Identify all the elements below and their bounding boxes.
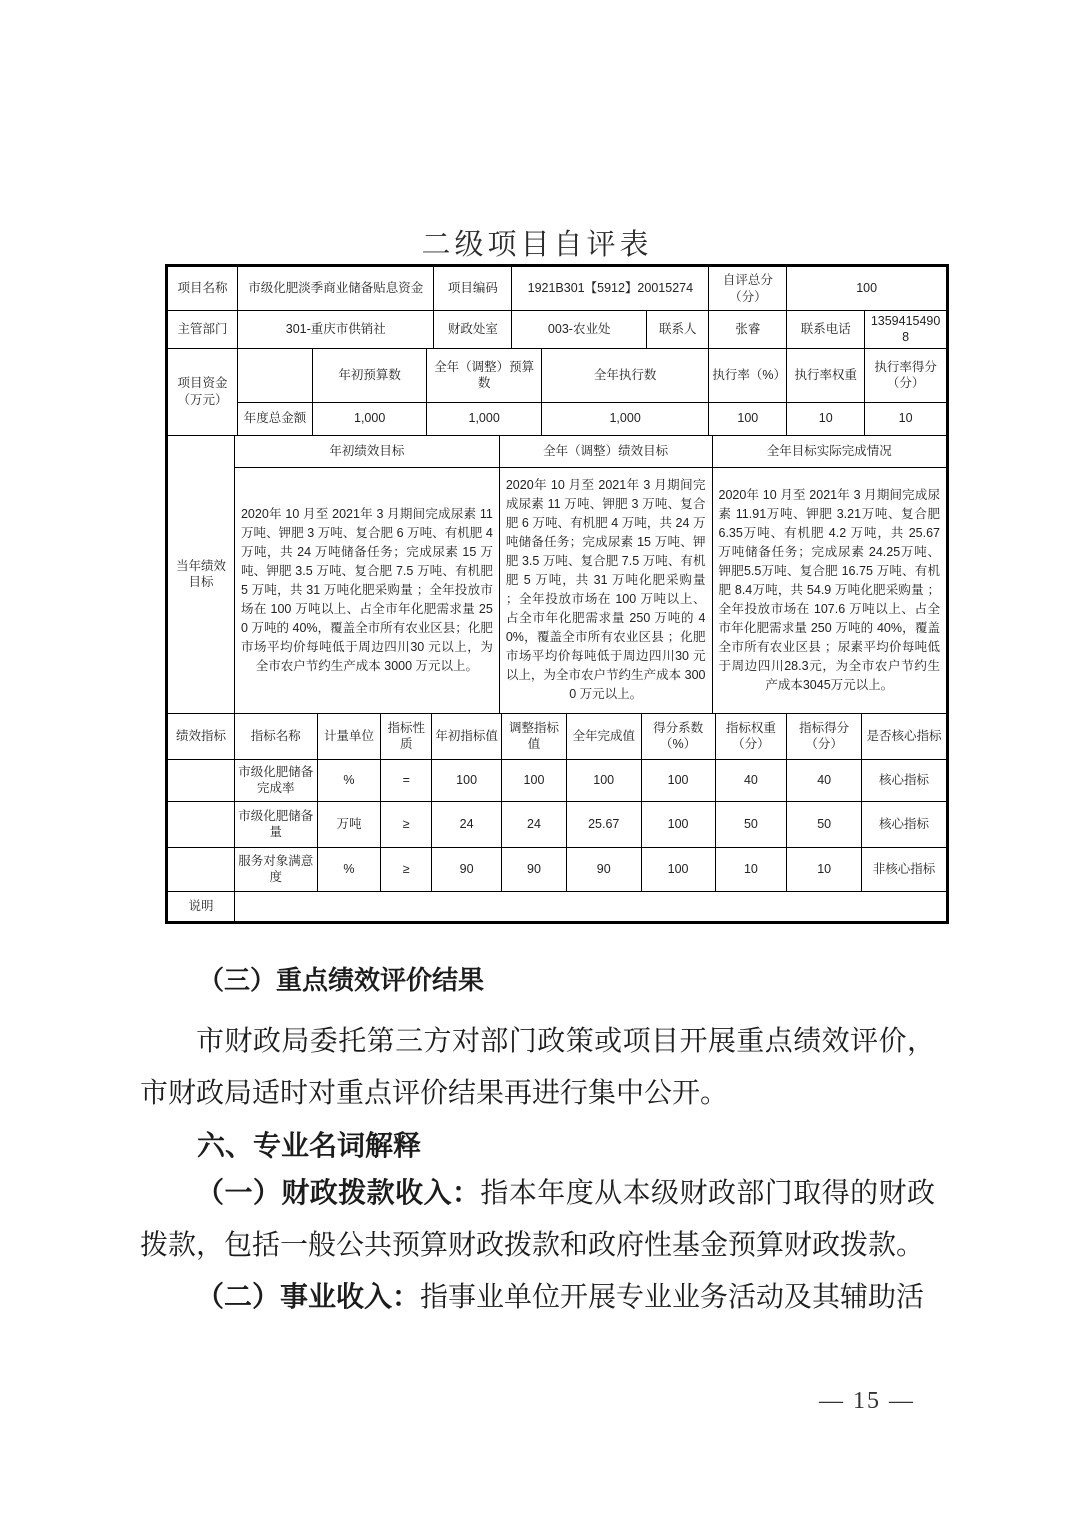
paragraph-key-evaluation: 市财政局委托第三方对部门政策或项目开展重点绩效评价，市财政局适时对重点评价结果再进行集中公开。 — [140, 1026, 935, 1109]
funds-exec-score: 10 — [865, 402, 947, 435]
project-name-value: 市级化肥淡季商业储备贴息资金 — [238, 267, 434, 311]
office-value: 003-农业处 — [512, 311, 647, 349]
indicator-header-core: 是否核心指标 — [862, 713, 947, 759]
indicator-score: 40 — [787, 759, 862, 801]
contact-label: 联系人 — [647, 311, 709, 349]
funds-initial-budget: 1,000 — [312, 402, 427, 435]
indicator-header-nature: 指标性质 — [381, 713, 432, 759]
funds-executed: 1,000 — [541, 402, 708, 435]
term1-label: （一）财政拨款收入： — [196, 1178, 481, 1209]
performance-indicators-section — [167, 713, 947, 892]
indicator-score: 50 — [787, 801, 862, 847]
indicator-initial: 100 — [432, 759, 502, 801]
indicator-weight: 10 — [715, 847, 787, 891]
paragraph-term-fiscal-appropriation — [140, 1168, 935, 1272]
project-code-label: 项目编码 — [434, 267, 512, 311]
indicator-header-name: 指标名称 — [234, 713, 317, 759]
indicator-header-initial: 年初指标值 — [432, 713, 502, 759]
goals-label: 当年绩效目标 — [168, 435, 235, 713]
funds-header-executed: 全年执行数 — [541, 348, 708, 402]
indicator-nature: = — [381, 759, 432, 801]
project-funds-section — [167, 348, 947, 436]
project-info-section — [167, 266, 947, 349]
note-value — [234, 891, 946, 921]
funds-row-label: 年度总金额 — [238, 402, 313, 435]
contact-value: 张睿 — [709, 311, 787, 349]
project-name-label: 项目名称 — [168, 267, 238, 311]
funds-header-exec-score: 执行率得分（分） — [865, 348, 947, 402]
indicator-header-unit: 计量单位 — [317, 713, 381, 759]
indicator-weight: 40 — [715, 759, 787, 801]
goals-header-adjusted: 全年（调整）绩效目标 — [499, 435, 712, 467]
indicator-completed: 100 — [566, 759, 641, 801]
performance-goals-section — [167, 435, 947, 714]
indicator-coefficient: 100 — [641, 847, 715, 891]
indicator-coefficient: 100 — [641, 801, 715, 847]
indicator-completed: 25.67 — [566, 801, 641, 847]
indicator-unit: % — [317, 847, 381, 891]
table-row — [168, 847, 947, 891]
indicator-initial: 90 — [432, 847, 502, 891]
indicator-header-adjusted: 调整指标值 — [502, 713, 567, 759]
indicator-spacer-cell — [168, 847, 235, 891]
indicator-name: 市级化肥储备量 — [234, 801, 317, 847]
goals-header-initial: 年初绩效目标 — [234, 435, 499, 467]
funds-adjusted-budget: 1,000 — [427, 402, 542, 435]
self-evaluation-table — [165, 264, 949, 924]
goals-adjusted-text: 2020年 10 月至 2021年 3 月期间完成尿素 11 万吨、钾肥 3 万吨、复合肥 6 万吨、有机肥 4 万吨，共 24 万吨储备任务；完成尿素 15 万吨、钾肥 3.5 万吨、复合肥 7.5 万吨、有机肥 5 万吨，共 31 万吨化肥采购量 ；全年投放市场在 100 万吨以上、占全市年化肥需求量 250 万吨的 40%，覆盖全市所有农业区县 ；化肥市场平均价每吨低于周边四川30 元以上，为全市农户节约生产成本 3000 万元以上。 — [499, 467, 712, 713]
funds-exec-weight: 10 — [787, 402, 865, 435]
indicators-label: 绩效指标 — [168, 713, 235, 759]
page-number: — 15 — — [819, 1388, 915, 1414]
indicator-header-score: 指标得分（分） — [787, 713, 862, 759]
note-label: 说明 — [168, 891, 235, 921]
project-code-value: 1921B301【5912】20015274 — [512, 267, 709, 311]
term2-text: 指事业单位开展专业业务活动及其辅助活 — [420, 1282, 925, 1313]
phone-label: 联系电话 — [787, 311, 865, 349]
funds-header-adjusted-budget: 全年（调整）预算数 — [427, 348, 542, 402]
goals-actual-text: 2020年 10 月至 2021年 3 月期间完成尿素 11.91万吨、钾肥 3.21万吨、复合肥 6.35万吨、有机肥 4.2 万吨，共 25.67 万吨储备任务；完成尿素 24.25万吨、钾肥5.5万吨、复合肥 16.75 万吨、有机肥 8.4万吨，共 54.9 万吨化肥采购量 ；全年投放市场在 107.6 万吨以上、占全市年化肥需求量 250 万吨的 40%，覆盖全市所有农业区县 ；尿素平均价每吨低于周边四川28.3元，为全市农户节约生产成本3045万元以上。 — [712, 467, 947, 713]
indicator-completed: 90 — [566, 847, 641, 891]
funds-header-exec-weight: 执行率权重 — [787, 348, 865, 402]
indicator-header-completed: 全年完成值 — [566, 713, 641, 759]
heading-term-glossary: 六、专业名词解释 — [197, 1130, 422, 1161]
indicator-header-coefficient: 得分系数（%） — [641, 713, 715, 759]
indicator-header-weight: 指标权重（分） — [715, 713, 787, 759]
indicator-nature: ≥ — [381, 847, 432, 891]
office-label: 财政处室 — [434, 311, 512, 349]
term2-label: （二）事业收入： — [196, 1282, 421, 1313]
indicator-name: 市级化肥储备完成率 — [234, 759, 317, 801]
dept-value: 301-重庆市供销社 — [238, 311, 434, 349]
indicator-score: 10 — [787, 847, 862, 891]
goals-header-actual: 全年目标实际完成情况 — [712, 435, 947, 467]
term1-text: 指本年度从本级财政部门取得的财政拨款，包括一般公共预算财政拨款和政府性基金预算财政拨款。 — [140, 1178, 935, 1261]
funds-spacer-cell — [238, 348, 313, 402]
funds-header-initial-budget: 年初预算数 — [312, 348, 427, 402]
indicator-adjusted: 100 — [502, 759, 567, 801]
indicator-nature: ≥ — [381, 801, 432, 847]
indicator-adjusted: 24 — [502, 801, 567, 847]
funds-header-exec-rate: 执行率（%） — [709, 348, 787, 402]
self-score-label: 自评总分（分） — [709, 267, 787, 311]
indicator-weight: 50 — [715, 801, 787, 847]
heading-key-evaluation-results: （三）重点绩效评价结果 — [198, 966, 485, 995]
indicator-adjusted: 90 — [502, 847, 567, 891]
indicator-unit: 万吨 — [317, 801, 381, 847]
indicator-spacer-cell — [168, 801, 235, 847]
goals-initial-text: 2020年 10 月至 2021年 3 月期间完成尿素 11 万吨、钾肥 3 万吨、复合肥 6 万吨、有机肥 4 万吨，共 24 万吨储备任务；完成尿素 15 万吨、钾肥 3.5 万吨、复合肥 7.5 万吨、有机肥 5 万吨，共 31 万吨化肥采购量 ；全年投放市场在 100 万吨以上、占全市年化肥需求量 250 万吨的 40%，覆盖全市所有农业区县；化肥市场平均价每吨低于周边四川30 元以上，为全市农户节约生产成本 3000 万元以上。 — [234, 467, 499, 713]
note-section — [167, 891, 947, 922]
indicator-coefficient: 100 — [641, 759, 715, 801]
phone-value: 13594154908 — [865, 311, 947, 349]
indicator-core: 核心指标 — [862, 759, 947, 801]
self-score-value: 100 — [787, 267, 947, 311]
funds-label: 项目资金（万元） — [168, 348, 238, 435]
indicator-core: 非核心指标 — [862, 847, 947, 891]
table-row — [168, 801, 947, 847]
indicator-name: 服务对象满意度 — [234, 847, 317, 891]
table-row — [168, 759, 947, 801]
paragraph-term-business-income — [140, 1272, 935, 1324]
indicator-spacer-cell — [168, 759, 235, 801]
dept-label: 主管部门 — [168, 311, 238, 349]
indicator-initial: 24 — [432, 801, 502, 847]
indicator-unit: % — [317, 759, 381, 801]
table-title: 二级项目自评表 — [421, 229, 653, 261]
funds-exec-rate: 100 — [709, 402, 787, 435]
indicator-core: 核心指标 — [862, 801, 947, 847]
